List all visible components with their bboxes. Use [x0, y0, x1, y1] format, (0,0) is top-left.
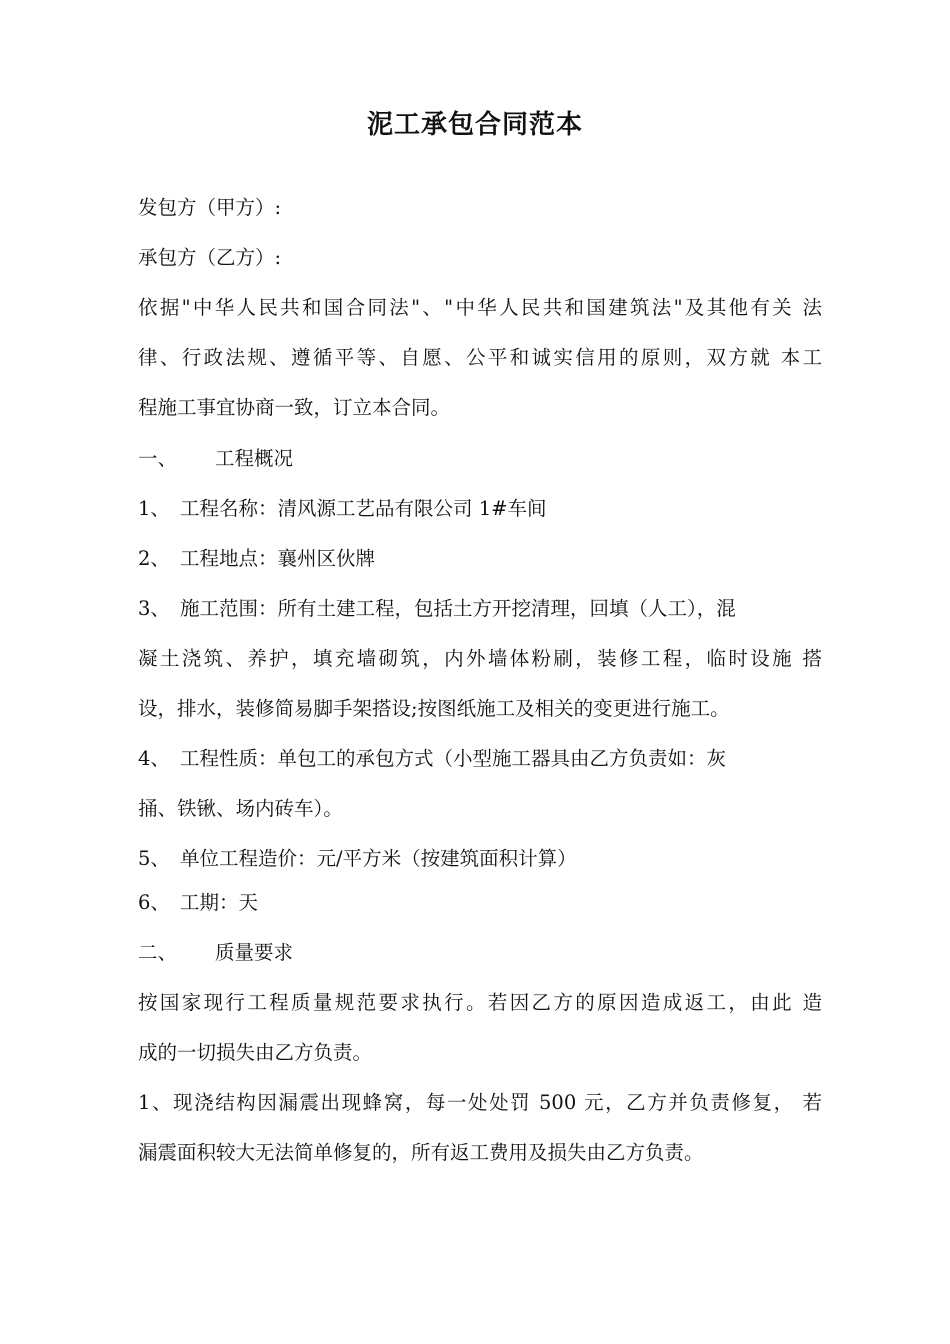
- item-text: 单位工程造价：元/平方米（按建筑面积计算）: [180, 847, 577, 870]
- section-title: 工程概况: [215, 447, 294, 470]
- document-title: 泥工承包合同范本: [366, 110, 583, 140]
- item-text: 设，排水，装修简易脚手架搭设;按图纸施工及相关的变更进行施工。: [138, 697, 730, 720]
- quality-line: 按国家现行工程质量规范要求执行。若因乙方的原因造成返工，由此 造: [138, 991, 822, 1014]
- item-text: 工程地点：襄州区伙牌: [180, 547, 376, 570]
- party-a-line: 发包方（甲方）:: [138, 196, 282, 219]
- list-item: [138, 545, 822, 573]
- item-number: 3、: [138, 597, 170, 620]
- intro-line: 律、行政法规、遵循平等、自愿、公平和诚实信用的原则，双方就 本工: [138, 346, 822, 369]
- penalty-line: 1、现浇结构因漏震出现蜂窝，每一处处罚 500 元，乙方并负责修复， 若: [138, 1091, 822, 1114]
- item-text: 凝土浇筑、养护，填充墙砌筑，内外墙体粉刷，装修工程，临时设施 搭: [138, 647, 822, 670]
- list-item: [138, 745, 822, 773]
- list-item: [138, 845, 822, 873]
- list-item: [138, 889, 822, 917]
- section-number: 二、: [138, 941, 178, 964]
- list-item: [138, 595, 822, 623]
- item-number: 1、: [138, 497, 170, 520]
- item-text: 捅、铁锹、场内砖车）。: [138, 797, 343, 820]
- item-number: 5、: [138, 847, 170, 870]
- item-text: 工程名称：清风源工艺品有限公司 1#车间: [180, 497, 547, 520]
- intro-line: 程施工事宜协商一致，订立本合同。: [138, 396, 451, 419]
- item-text: 工期：天: [180, 891, 259, 914]
- section-number: 一、: [138, 447, 178, 470]
- list-item: [138, 495, 822, 523]
- item-text: 工程性质：单包工的承包方式（小型施工器具由乙方负责如：灰: [180, 747, 727, 770]
- party-b-line: 承包方（乙方）:: [138, 246, 282, 269]
- quality-line: 成的一切损失由乙方负责。: [138, 1041, 373, 1064]
- item-number: 6、: [138, 891, 170, 914]
- intro-line: 依据"中华人民共和国合同法"、"中华人民共和国建筑法"及其他有关 法: [138, 296, 822, 319]
- penalty-line: 漏震面积较大无法简单修复的，所有返工费用及损失由乙方负责。: [138, 1141, 704, 1164]
- item-number: 4、: [138, 747, 170, 770]
- section-heading-overview: [138, 445, 822, 473]
- item-text: 施工范围：所有土建工程，包括土方开挖清理，回填（人工），混: [180, 597, 736, 620]
- section-heading-quality: [138, 939, 822, 967]
- section-title: 质量要求: [215, 941, 294, 964]
- item-number: 2、: [138, 547, 170, 570]
